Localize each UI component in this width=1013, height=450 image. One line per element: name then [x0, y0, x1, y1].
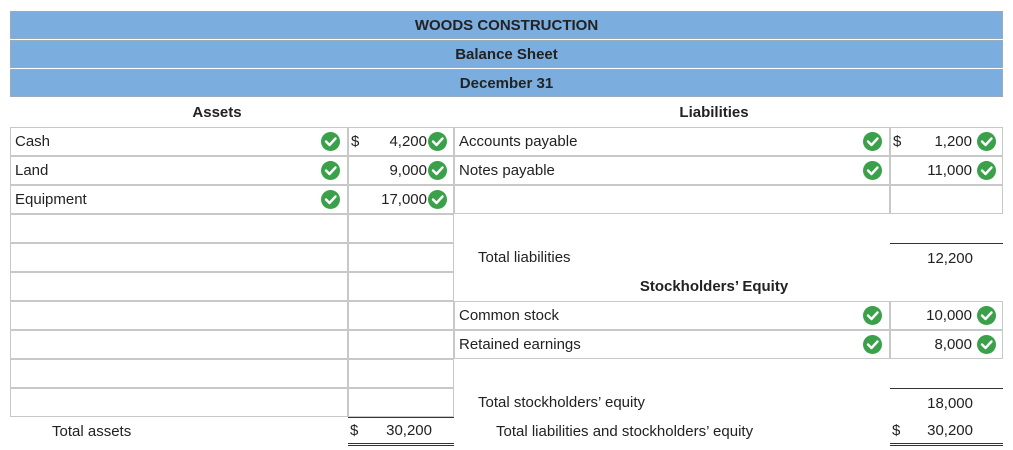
total-equity-row [10, 388, 1003, 417]
check-circle-icon [977, 132, 996, 151]
table-row [10, 359, 1003, 388]
check-circle-icon [428, 190, 447, 209]
check-circle-icon [977, 306, 996, 325]
liability-label-empty[interactable] [454, 185, 890, 214]
asset-label-empty[interactable] [10, 243, 348, 272]
check-circle-icon [428, 161, 447, 180]
liability-value-accounts-payable[interactable]: $ 1,200 [890, 127, 1003, 156]
equity-value-retained-earnings[interactable]: 8,000 [890, 330, 1003, 359]
asset-label-equipment: Equipment [10, 185, 348, 214]
asset-label-empty[interactable] [10, 388, 348, 417]
equity-heading-row [10, 272, 1003, 301]
liability-label-accounts-payable: Accounts payable [454, 127, 890, 156]
asset-value-empty[interactable] [348, 243, 454, 272]
asset-value-empty[interactable] [348, 272, 454, 301]
equity-value-common-stock[interactable]: 10,000 [890, 301, 1003, 330]
check-circle-icon [977, 335, 996, 354]
total-liabilities-value: 12,200 [890, 243, 1003, 272]
equity-label-common-stock: Common stock [454, 301, 890, 330]
equity-heading: Stockholders’ Equity [639, 278, 789, 295]
asset-label-empty[interactable] [10, 359, 348, 388]
table-row [10, 214, 1003, 243]
asset-value-land[interactable]: 9,000 [348, 156, 454, 185]
asset-value-empty[interactable] [348, 388, 454, 417]
check-circle-icon [321, 161, 340, 180]
check-circle-icon [428, 132, 447, 151]
company-name: WOODS CONSTRUCTION [10, 11, 1003, 39]
assets-heading: Assets [192, 104, 242, 121]
total-equity-label: Total stockholders’ equity [478, 394, 646, 411]
liability-label-notes-payable: Notes payable [454, 156, 890, 185]
table-row [10, 156, 1003, 185]
total-liabilities-label: Total liabilities [478, 249, 571, 266]
total-assets-label: Total assets [52, 423, 132, 440]
statement-date: December 31 [10, 69, 1003, 97]
asset-label-land: Land [10, 156, 348, 185]
asset-label-cash: Cash [10, 127, 348, 156]
statement-title: Balance Sheet [10, 40, 1003, 68]
column-header-row [10, 98, 1003, 127]
check-circle-icon [863, 161, 882, 180]
total-equity-value: 18,000 [890, 388, 1003, 417]
total-assets-value: $ 30,200 [348, 417, 454, 446]
asset-label-empty[interactable] [10, 272, 348, 301]
check-circle-icon [321, 132, 340, 151]
asset-value-cash[interactable]: $ 4,200 [348, 127, 454, 156]
table-row [10, 301, 1003, 330]
table-row [10, 185, 1003, 214]
asset-value-empty[interactable] [348, 359, 454, 388]
liability-value-notes-payable[interactable]: 11,000 [890, 156, 1003, 185]
check-circle-icon [863, 306, 882, 325]
table-row [10, 330, 1003, 359]
asset-value-empty[interactable] [348, 214, 454, 243]
total-liabilities-equity-value: $ 30,200 [890, 417, 1003, 446]
check-circle-icon [863, 132, 882, 151]
asset-value-empty[interactable] [348, 301, 454, 330]
asset-label-empty[interactable] [10, 330, 348, 359]
equity-label-retained-earnings: Retained earnings [454, 330, 890, 359]
liabilities-heading: Liabilities [679, 104, 749, 121]
total-liabilities-row [10, 243, 1003, 272]
table-row [10, 127, 1003, 156]
liability-value-empty[interactable] [890, 185, 1003, 214]
check-circle-icon [977, 161, 996, 180]
asset-label-empty[interactable] [10, 301, 348, 330]
check-circle-icon [321, 190, 340, 209]
asset-value-equipment[interactable]: 17,000 [348, 185, 454, 214]
grand-total-row [10, 417, 1003, 446]
asset-value-empty[interactable] [348, 330, 454, 359]
total-liabilities-equity-label: Total liabilities and stockholders’ equity [496, 423, 754, 440]
check-circle-icon [863, 335, 882, 354]
asset-label-empty[interactable] [10, 214, 348, 243]
